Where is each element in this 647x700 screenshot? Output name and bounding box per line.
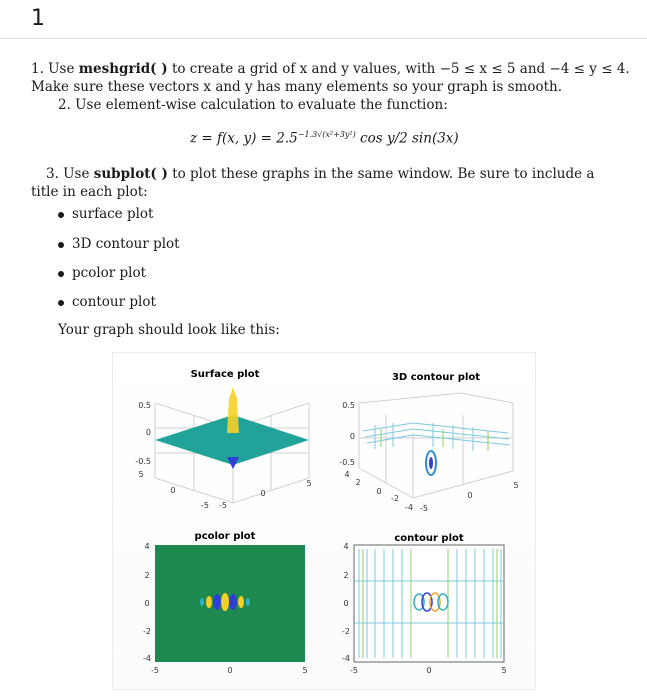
closing-sentence: Your graph should look like this: [58, 322, 280, 338]
contour3d-xtick: 0 [467, 491, 473, 500]
contour3d-ztick: -0.5 [339, 458, 355, 467]
bullet-dot [58, 212, 64, 218]
header-divider [0, 38, 647, 39]
contour-ytick: -2 [342, 627, 350, 636]
contour3d-levels-green [381, 429, 488, 451]
contour-xtick: 0 [426, 666, 432, 675]
contour3d-ytick: 2 [355, 478, 361, 487]
bullet-contour-plot: contour plot [58, 294, 156, 310]
instruction-1-line-2: Make sure these vectors x and y has many elements so your graph is smooth. [31, 79, 563, 95]
formula-exponent: −1.3√(x²+3y²) [297, 130, 356, 139]
contour-xtick: -5 [350, 666, 358, 675]
contour3d-plot-axes [359, 393, 513, 498]
surface-xtick: 0 [260, 489, 266, 498]
bullet-dot [58, 271, 64, 277]
surface-ztick: -0.5 [135, 457, 151, 466]
contour-frame [354, 545, 504, 662]
surface-xtick: 5 [306, 479, 312, 488]
surface-ytick: 5 [138, 470, 144, 479]
pcolor-xtick: -5 [151, 666, 159, 675]
subplot-keyword: subplot( ) [93, 166, 168, 182]
bullet-dot [58, 242, 64, 248]
contour-xtick: 5 [501, 666, 507, 675]
surface-ytick: 0 [170, 486, 176, 495]
contour3d-ytick: 0 [376, 487, 382, 496]
function-formula: z = f(x, $y) = 2.5^{-1.3√(x^2+3y^2)}$ cos y/2 sin(3x) [190, 130, 459, 147]
pcolor-ytick: 0 [144, 599, 150, 608]
contour-plot-title: contour plot [394, 533, 464, 544]
contour3d-ytick: -2 [391, 494, 399, 503]
contour-ytick: 2 [343, 571, 349, 580]
instruction-1-suffix: to create a grid of x and y values, with −5 ≤ x ≤ 5 and −4 ≤ y ≤ 4. [167, 61, 630, 77]
pcolor-ytick: -4 [143, 654, 151, 663]
bullet-pcolor-plot: pcolor plot [58, 265, 146, 281]
surface-ztick: 0.5 [138, 401, 151, 410]
instruction-2: 2. Use element-wise calculation to evaluate the function: [58, 97, 448, 113]
contour-ytick: -4 [342, 654, 350, 663]
pcolor-xtick: 5 [302, 666, 308, 675]
subplot-figure-svg [113, 353, 535, 689]
pcolor-ytick: 2 [144, 571, 150, 580]
surface-ztick: 0 [145, 428, 151, 437]
bullet-dot [58, 300, 64, 306]
instruction-1-prefix: 1. Use [31, 61, 79, 77]
contour3d-plot-title: 3D contour plot [391, 372, 481, 383]
bullet-surface-plot: surface plot [58, 206, 153, 222]
contour3d-ytick: 4 [344, 470, 350, 479]
formula-right: cos y/2 sin(3x) [355, 130, 459, 147]
instruction-3-line-2: title in each plot: [31, 184, 148, 200]
surface-ytick: -5 [201, 501, 209, 510]
instruction-1-line-1 [31, 60, 630, 78]
contour3d-xtick: -5 [420, 504, 428, 513]
instruction-3-line-1: 3. Use subplot( ) to plot these graphs in the same window. Be sure to include a [46, 166, 595, 182]
contour3d-xtick: 5 [513, 481, 519, 490]
surface-plot-title: Surface plot [190, 369, 260, 380]
pcolor-ytick: -2 [143, 627, 151, 636]
contour-ytick: 0 [343, 599, 349, 608]
contour3d-ztick: 0.5 [342, 401, 355, 410]
contour3d-ztick: 0 [349, 432, 355, 441]
contour3d-ytick: -4 [405, 503, 413, 512]
pcolor-xtick: 0 [227, 666, 233, 675]
contour3d-core [429, 457, 433, 469]
page-number: 1 [31, 6, 45, 31]
surface-peak [227, 387, 239, 433]
meshgrid-keyword: meshgrid( ) [78, 61, 168, 77]
bullet-3d-contour-plot: 3D contour plot [58, 236, 180, 252]
pcolor-ytick: 4 [144, 542, 150, 551]
contour-ytick: 4 [343, 542, 349, 551]
surface-xtick: -5 [219, 501, 227, 510]
example-figure [112, 352, 536, 690]
pcolor-plot-title: pcolor plot [194, 531, 256, 542]
